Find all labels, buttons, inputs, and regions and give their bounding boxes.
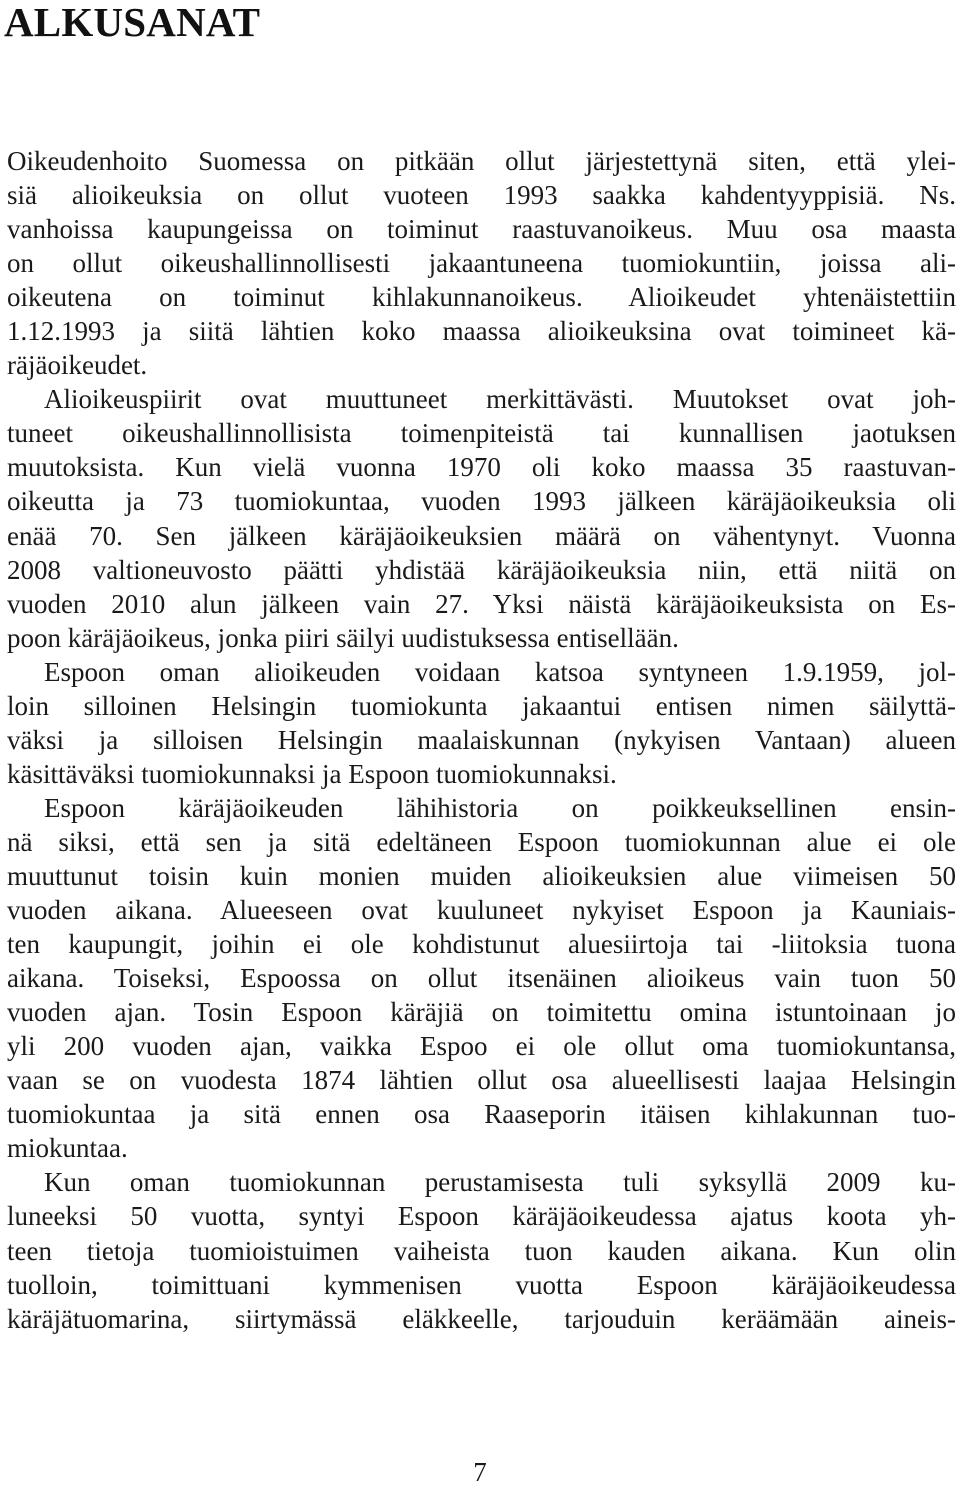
text-line: nä siksi, että sen ja sitä edeltäneen Espoon tuomiokunnan alue ei ole [7,826,956,857]
text-line: väksi ja silloisen Helsingin maalaiskunnan (nykyisen Vantaan) alueen [7,724,956,755]
text-line: miokuntaa. [7,1133,128,1164]
text-line: luneeksi 50 vuotta, syntyi Espoon käräjäoikeudessa ajatus koota yh- [7,1201,956,1232]
text-line: Kun oman tuomiokunnan perustamisesta tuli syksyllä 2009 ku- [44,1167,956,1198]
text-line: tuneet oikeushallinnollisista toimenpiteistä tai kunnallisen jaotuksen [7,418,956,449]
text-line: siä alioikeuksia on ollut vuoteen 1993 saakka kahdentyyppisiä. Ns. [7,180,956,211]
page-title: ALKUSANAT [4,0,261,45]
text-line: 1.12.1993 ja siitä lähtien koko maassa alioikeuksina ovat toimineet kä- [7,316,956,347]
text-line: Espoon oman alioikeuden voidaan katsoa syntyneen 1.9.1959, jol- [44,656,956,687]
text-line: tuomiokuntaa ja sitä ennen osa Raaseporin itäisen kihlakunnan tuo- [7,1099,956,1130]
text-line: vuoden ajan. Tosin Espoon käräjiä on toimitettu omina istuntoinaan jo [7,997,956,1028]
text-line: vuoden aikana. Alueeseen ovat kuuluneet nykyiset Espoon ja Kauniais- [7,895,956,926]
text-line: Alioikeuspiirit ovat muuttuneet merkittävästi. Muutokset ovat joh- [44,384,956,415]
text-line: aikana. Toiseksi, Espoossa on ollut itsenäinen alioikeus vain tuon 50 [7,963,956,994]
text-line: käräjätuomarina, siirtymässä eläkkeelle, tarjouduin keräämään aineis- [7,1303,956,1334]
text-line: 2008 valtioneuvosto päätti yhdistää käräjäoikeuksia niin, että niitä on [7,554,956,585]
text-line: enää 70. Sen jälkeen käräjäoikeuksien määrä on vähentynyt. Vuonna [7,520,956,551]
text-line: loin silloinen Helsingin tuomiokunta jakaantui entisen nimen säilyttä- [7,690,956,721]
text-line: oikeutena on toiminut kihlakunnanoikeus. Alioikeudet yhtenäistettiin [7,282,956,313]
text-line: vuoden 2010 alun jälkeen vain 27. Yksi näistä käräjäoikeuksista on Es- [7,588,956,619]
text-line: vaan se on vuodesta 1874 lähtien ollut osa alueellisesti laajaa Helsingin [7,1065,956,1096]
page-number: 7 [473,1457,487,1487]
text-line: oikeutta ja 73 tuomiokuntaa, vuoden 1993 jälkeen käräjäoikeuksia oli [7,486,956,517]
text-line: tuolloin, toimittuani kymmenisen vuotta Espoon käräjäoikeudessa [7,1269,956,1300]
text-line: yli 200 vuoden ajan, vaikka Espoo ei ole ollut oma tuomiokuntansa, [7,1031,956,1062]
text-line: vanhoissa kaupungeissa on toiminut raastuvanoikeus. Muu osa maasta [7,214,956,245]
text-line: Oikeudenhoito Suomessa on pitkään ollut järjestettynä siten, että ylei- [7,146,956,176]
text-line: käsittäväksi tuomiokunnaksi ja Espoon tuomiokunnaksi. [7,758,617,789]
text-line: muuttunut toisin kuin monien muiden alioikeuksien alue viimeisen 50 [7,860,956,891]
text-line: teen tietoja tuomioistuimen vaiheista tuon kauden aikana. Kun olin [7,1235,956,1266]
text-line: ten kaupungit, joihin ei ole kohdistunut aluesiirtoja tai -liitoksia tuona [7,929,956,960]
text-line: poon käräjäoikeus, jonka piiri säilyi uudistuksessa entisellään. [7,622,679,653]
text-line: muutoksista. Kun vielä vuonna 1970 oli koko maassa 35 raastuvan- [7,452,956,483]
text-line: Espoon käräjäoikeuden lähihistoria on poikkeuksellinen ensin- [44,792,956,823]
text-line: on ollut oikeushallinnollisesti jakaantuneena tuomiokuntiin, joissa ali- [7,248,956,279]
body-text [7,144,956,1336]
text-line: räjäoikeudet. [7,350,148,381]
